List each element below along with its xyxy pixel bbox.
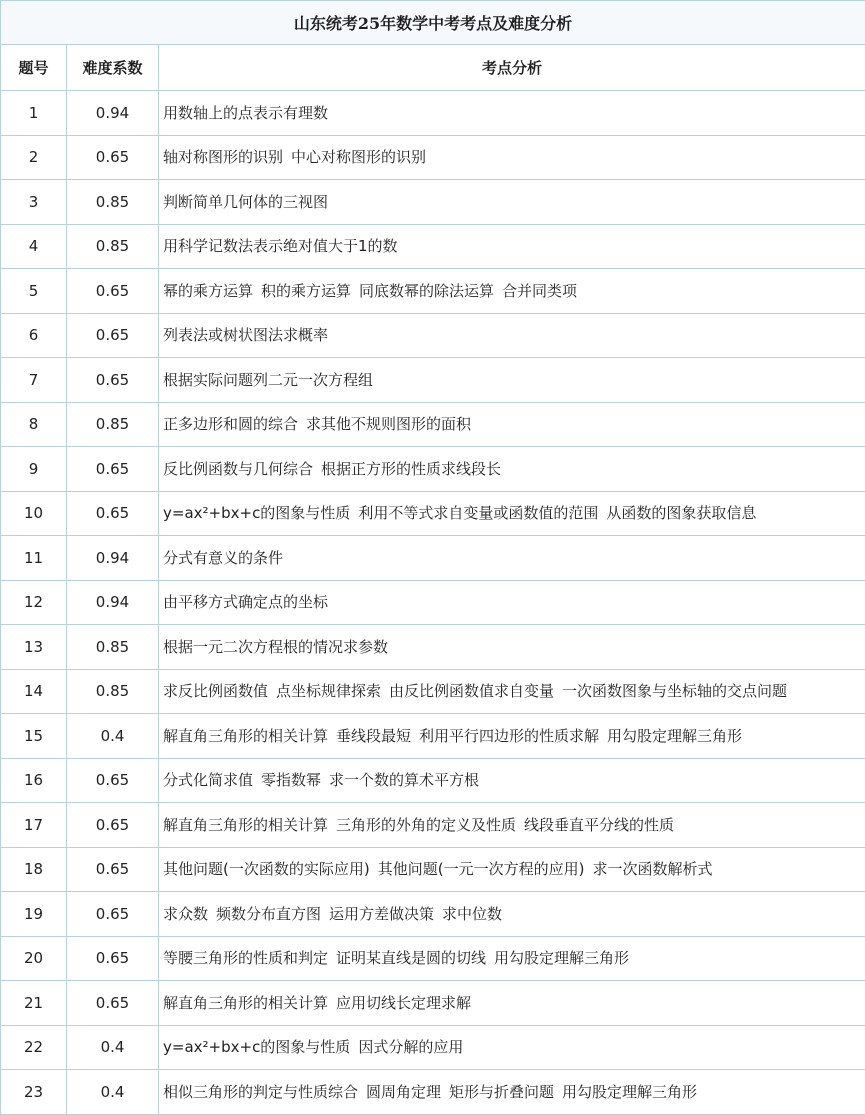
knowledge-point: 因式分解的应用: [358, 1038, 463, 1056]
question-number-cell: 9: [1, 447, 67, 492]
question-number-cell: 23: [1, 1070, 67, 1115]
question-number-cell: 5: [1, 269, 67, 314]
question-number-cell: 6: [1, 313, 67, 358]
difficulty-cell: 0.65: [67, 847, 159, 892]
knowledge-point: y=ax²+bx+c的图象与性质: [163, 504, 350, 522]
knowledge-point: 证明某直线是圆的切线: [336, 949, 486, 967]
table-row: [1, 491, 865, 536]
question-number-cell: 7: [1, 358, 67, 403]
analysis-cell: [159, 714, 865, 759]
difficulty-cell: 0.65: [67, 313, 159, 358]
analysis-cell: [159, 180, 865, 225]
analysis-cell: [159, 402, 865, 447]
table-row: [1, 1025, 865, 1070]
knowledge-point: 根据实际问题列二元一次方程组: [163, 371, 373, 389]
knowledge-point: 列表法或树状图法求概率: [163, 326, 328, 344]
knowledge-point: 解直角三角形的相关计算: [163, 994, 328, 1012]
analysis-cell: [159, 669, 865, 714]
knowledge-point: 从函数的图象获取信息: [606, 504, 756, 522]
knowledge-point: 一次函数图象与坐标轴的交点问题: [562, 682, 787, 700]
table-row: [1, 892, 865, 937]
difficulty-cell: 0.65: [67, 491, 159, 536]
title-row: [1, 1, 865, 45]
knowledge-point: 求反比例函数值: [163, 682, 268, 700]
question-number-cell: 10: [1, 491, 67, 536]
table-row: [1, 269, 865, 314]
knowledge-point: 其他问题(一次函数的实际应用): [163, 860, 370, 878]
difficulty-cell: 0.65: [67, 758, 159, 803]
knowledge-point: 相似三角形的判定与性质综合: [163, 1083, 358, 1101]
difficulty-cell: 0.4: [67, 1070, 159, 1115]
question-number-cell: 14: [1, 669, 67, 714]
knowledge-point: 正多边形和圆的综合: [163, 415, 298, 433]
knowledge-point: 中心对称图形的识别: [291, 148, 426, 166]
knowledge-point: 矩形与折叠问题: [449, 1083, 554, 1101]
difficulty-cell: 0.4: [67, 714, 159, 759]
question-number-cell: 3: [1, 180, 67, 225]
table-row: [1, 402, 865, 447]
analysis-cell: [159, 580, 865, 625]
table-row: [1, 714, 865, 759]
knowledge-point: 轴对称图形的识别: [163, 148, 283, 166]
knowledge-point: 用勾股定理解三角形: [607, 727, 742, 745]
knowledge-point: 由平移方式确定点的坐标: [163, 593, 328, 611]
table-row: [1, 313, 865, 358]
knowledge-point: 用数轴上的点表示有理数: [163, 104, 328, 122]
knowledge-point: 判断简单几何体的三视图: [163, 193, 328, 211]
knowledge-point: 用科学记数法表示绝对值大于1的数: [163, 237, 398, 255]
table-row: [1, 135, 865, 180]
analysis-cell: [159, 803, 865, 848]
question-number-cell: 19: [1, 892, 67, 937]
difficulty-cell: 0.85: [67, 669, 159, 714]
analysis-cell: [159, 625, 865, 670]
table-title: 山东统考25年数学中考考点及难度分析: [1, 1, 865, 45]
table-row: [1, 758, 865, 803]
question-number-cell: 8: [1, 402, 67, 447]
difficulty-cell: 0.85: [67, 180, 159, 225]
knowledge-point: 分式化简求值: [163, 771, 253, 789]
question-number-cell: 17: [1, 803, 67, 848]
table-row: [1, 1070, 865, 1115]
question-number-cell: 2: [1, 135, 67, 180]
knowledge-point: 垂线段最短: [336, 727, 411, 745]
knowledge-point: 运用方差做决策: [329, 905, 434, 923]
difficulty-cell: 0.85: [67, 625, 159, 670]
knowledge-point: 等腰三角形的性质和判定: [163, 949, 328, 967]
header-question-number: 题号: [1, 45, 67, 91]
difficulty-cell: 0.94: [67, 536, 159, 581]
knowledge-point: 反比例函数与几何综合: [163, 460, 313, 478]
difficulty-cell: 0.65: [67, 358, 159, 403]
knowledge-point: 求一个数的算术平方根: [329, 771, 479, 789]
table-row: [1, 803, 865, 848]
analysis-cell: [159, 313, 865, 358]
knowledge-point: 解直角三角形的相关计算: [163, 727, 328, 745]
header-analysis: 考点分析: [159, 45, 865, 91]
knowledge-point: 解直角三角形的相关计算: [163, 816, 328, 834]
table-row: [1, 847, 865, 892]
analysis-cell: [159, 269, 865, 314]
difficulty-cell: 0.65: [67, 135, 159, 180]
knowledge-point: 幂的乘方运算: [163, 282, 253, 300]
table-row: [1, 580, 865, 625]
knowledge-point: 求其他不规则图形的面积: [306, 415, 471, 433]
knowledge-point: 线段垂直平分线的性质: [524, 816, 674, 834]
analysis-cell: [159, 135, 865, 180]
table-row: [1, 625, 865, 670]
table-row: [1, 669, 865, 714]
analysis-cell: [159, 892, 865, 937]
knowledge-point: 用勾股定理解三角形: [562, 1083, 697, 1101]
analysis-cell: [159, 91, 865, 136]
difficulty-cell: 0.94: [67, 580, 159, 625]
knowledge-point: 求中位数: [442, 905, 502, 923]
knowledge-point: 由反比例函数值求自变量: [389, 682, 554, 700]
knowledge-point: 频数分布直方图: [216, 905, 321, 923]
question-number-cell: 22: [1, 1025, 67, 1070]
knowledge-point: 同底数幂的除法运算: [359, 282, 494, 300]
table-row: [1, 224, 865, 269]
knowledge-point: 根据一元二次方程根的情况求参数: [163, 638, 388, 656]
analysis-cell: [159, 981, 865, 1026]
knowledge-point: 用勾股定理解三角形: [494, 949, 629, 967]
knowledge-point: 三角形的外角的定义及性质: [336, 816, 516, 834]
difficulty-cell: 0.65: [67, 892, 159, 937]
knowledge-point: 圆周角定理: [366, 1083, 441, 1101]
question-number-cell: 12: [1, 580, 67, 625]
analysis-cell: [159, 1070, 865, 1115]
question-number-cell: 18: [1, 847, 67, 892]
difficulty-cell: 0.65: [67, 936, 159, 981]
analysis-cell: [159, 536, 865, 581]
analysis-cell: [159, 847, 865, 892]
difficulty-cell: 0.65: [67, 269, 159, 314]
analysis-cell: [159, 758, 865, 803]
analysis-cell: [159, 1025, 865, 1070]
difficulty-cell: 0.4: [67, 1025, 159, 1070]
knowledge-point: 根据正方形的性质求线段长: [321, 460, 501, 478]
knowledge-point: 其他问题(一元一次方程的应用): [378, 860, 585, 878]
knowledge-point: 求一次函数解析式: [592, 860, 712, 878]
difficulty-cell: 0.65: [67, 447, 159, 492]
analysis-cell: [159, 358, 865, 403]
analysis-cell: [159, 224, 865, 269]
table-body: [1, 91, 865, 1115]
difficulty-cell: 0.65: [67, 803, 159, 848]
knowledge-point: 积的乘方运算: [261, 282, 351, 300]
table-row: [1, 91, 865, 136]
difficulty-cell: 0.85: [67, 224, 159, 269]
question-number-cell: 20: [1, 936, 67, 981]
knowledge-point: 零指数幂: [261, 771, 321, 789]
table-row: [1, 981, 865, 1026]
difficulty-cell: 0.94: [67, 91, 159, 136]
knowledge-point: 利用不等式求自变量或函数值的范围: [358, 504, 598, 522]
knowledge-point: y=ax²+bx+c的图象与性质: [163, 1038, 350, 1056]
knowledge-point: 点坐标规律探索: [276, 682, 381, 700]
knowledge-point: 合并同类项: [502, 282, 577, 300]
question-number-cell: 1: [1, 91, 67, 136]
table-row: [1, 536, 865, 581]
table-row: [1, 180, 865, 225]
difficulty-cell: 0.65: [67, 981, 159, 1026]
question-number-cell: 11: [1, 536, 67, 581]
analysis-cell: [159, 447, 865, 492]
question-number-cell: 16: [1, 758, 67, 803]
knowledge-point: 分式有意义的条件: [163, 549, 283, 567]
question-number-cell: 21: [1, 981, 67, 1026]
header-difficulty: 难度系数: [67, 45, 159, 91]
table-row: [1, 447, 865, 492]
header-row: [1, 45, 865, 91]
knowledge-point: 利用平行四边形的性质求解: [419, 727, 599, 745]
table-row: [1, 358, 865, 403]
analysis-cell: [159, 491, 865, 536]
question-number-cell: 13: [1, 625, 67, 670]
knowledge-point: 求众数: [163, 905, 208, 923]
question-number-cell: 15: [1, 714, 67, 759]
knowledge-point: 应用切线长定理求解: [336, 994, 471, 1012]
question-number-cell: 4: [1, 224, 67, 269]
table-row: [1, 936, 865, 981]
difficulty-cell: 0.85: [67, 402, 159, 447]
analysis-cell: [159, 936, 865, 981]
